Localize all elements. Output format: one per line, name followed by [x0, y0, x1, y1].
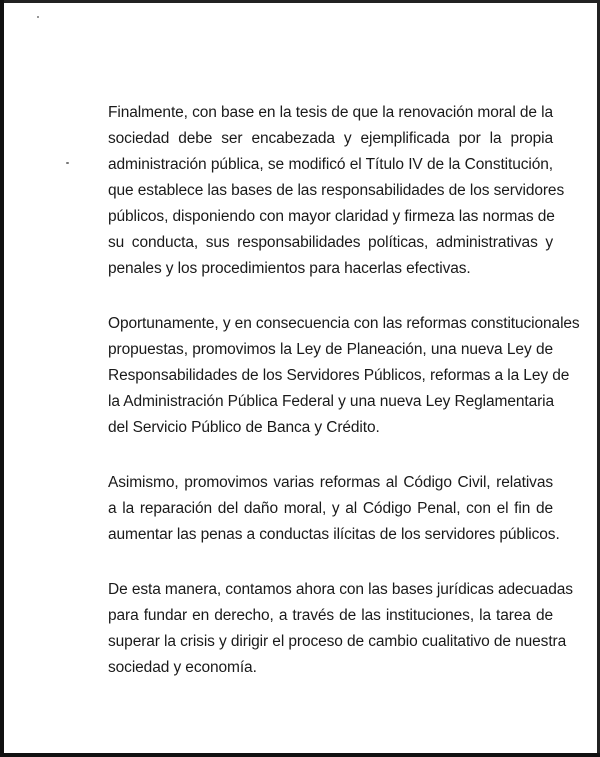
text-line: De esta manera, contamos ahora con las bases jurídicas adecuadas	[108, 581, 573, 598]
text-line: la Administración Pública Federal y una nueva Ley Reglamentaria	[108, 393, 555, 410]
text-line: Asimismo, promovimos varias reformas al Código Civil, relativas	[108, 474, 553, 491]
text-line: penales y los procedimientos para hacerlas efectivas.	[108, 260, 471, 277]
paragraph-3	[108, 470, 560, 548]
text-line: para fundar en derecho, a través de las instituciones, la tarea de	[108, 607, 553, 624]
text-line: Oportunamente, y en consecuencia con las reformas constitucionales	[108, 315, 580, 332]
scan-speck	[66, 162, 69, 164]
page-border-top	[0, 0, 600, 3]
text-line: sociedad y economía.	[108, 659, 257, 676]
text-line: Finalmente, con base en la tesis de que la renovación moral de la	[108, 104, 553, 121]
text-line: superar la crisis y dirigir el proceso de cambio cualitativo de nuestra	[108, 633, 567, 650]
paragraph-2	[108, 311, 580, 441]
paragraph-1	[108, 100, 565, 282]
text-line: a la reparación del daño moral, y al Código Penal, con el fin de	[108, 500, 553, 517]
text-line: que establece las bases de las responsabilidades de los servidores	[108, 182, 565, 199]
text-line: del Servicio Público de Banca y Crédito.	[108, 419, 380, 436]
text-line: propuestas, promovimos la Ley de Planeación, una nueva Ley de	[108, 341, 553, 358]
text-line: públicos, disponiendo con mayor claridad y firmeza las normas de	[108, 208, 555, 225]
text-line: su conducta, sus responsabilidades políticas, administrativas y	[108, 234, 553, 251]
paragraph-4	[108, 577, 573, 681]
text-line: administración pública, se modificó el Título IV de la Constitución,	[108, 156, 553, 173]
page-border-bottom	[0, 753, 600, 757]
text-line: Responsabilidades de los Servidores Públicos, reformas a la Ley de	[108, 367, 570, 384]
text-line: aumentar las penas a conductas ilícitas de los servidores públicos.	[108, 526, 560, 543]
scan-speck	[37, 16, 39, 18]
text-line: sociedad debe ser encabezada y ejemplificada por la propia	[108, 130, 553, 147]
page-border-left	[0, 0, 4, 757]
